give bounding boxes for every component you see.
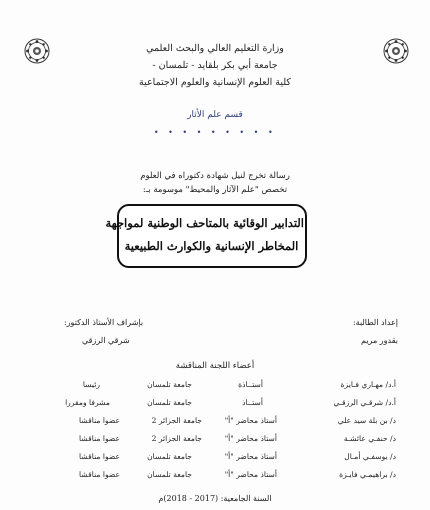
thesis-specialty: تخصص "علم الآثار والمحيط" موسومة بـ: [142, 185, 288, 195]
jury-member-institution: جامعة الجزائر 2 [151, 434, 202, 443]
jury-member-role: عضوا مناقشا [79, 416, 120, 425]
jury-member-institution: جامعة تلمسان [147, 380, 192, 389]
jury-member-name: أ.د/ شرقـي الرزقـي [333, 398, 396, 407]
jury-member-name: د/ حنفـي عائشـة [343, 434, 396, 443]
jury-member-rank: أستاذ محاضر "أ" [224, 434, 277, 443]
thesis-title-line-2: المخاطر الإنسانية والكوارث الطبيعية [124, 239, 299, 253]
university-emblem-right-icon [383, 38, 409, 64]
jury-member-role: رئيسا [82, 380, 100, 389]
supervisor-label: بإشراف الأستاذ الدكتور: [64, 318, 144, 327]
jury-member-institution: جامعة تلمسان [147, 452, 192, 461]
department-name: قسم علم الأثار [187, 110, 243, 120]
jury-member-rank: أستاذ محاضر "أ" [224, 470, 277, 479]
jury-member-rank: أستــاذ [242, 398, 263, 407]
jury-member-rank: أستــاذة [238, 380, 263, 389]
supervisor-name: شرقي الرزقي [82, 336, 130, 345]
jury-member-name: أ.د/ مهـاري فـايزة [340, 380, 396, 389]
faculty-name: كلية العلوم الإنسانية والعلوم الاجتماعية [139, 77, 291, 88]
jury-member-rank: أستاذ محاضر "أ" [224, 416, 277, 425]
jury-member-role: عضوا مناقشا [79, 434, 120, 443]
university-emblem-left-icon [24, 38, 50, 64]
ministry-name: وزارة التعليم العالي والبحث العلمي [146, 43, 284, 54]
jury-member-institution: جامعة تلمسان [147, 398, 192, 407]
thesis-title-box [105, 204, 307, 268]
student-name: بقدور مريم [361, 336, 398, 345]
jury-member-role: مشرفا ومقررا [65, 398, 110, 407]
thesis-title-line-1: التدابير الوقائية بالمتاحف الوطنية لمواجهة [105, 216, 304, 230]
jury-member-name: د/ براهيمـي فايـزة [339, 470, 396, 479]
decorative-separator: • • • • • • • • • [153, 128, 277, 137]
jury-member-name: د/ يوسفـي أمـال [344, 452, 396, 461]
jury-member-role: عضوا مناقشا [79, 470, 120, 479]
academic-year: السنة الجامعية: (2017 - 2018)م [158, 494, 272, 503]
student-label: إعداد الطالبة: [352, 318, 398, 327]
jury-member-institution: جامعة تلمسان [147, 470, 192, 479]
jury-heading: أعضاء اللجنة المناقشة [175, 361, 255, 371]
jury-member-name: د/ بن بلة سيد علي [337, 416, 396, 425]
thesis-purpose: رسالة تخرج لنيل شهادة دكتوراه في العلوم [140, 171, 290, 181]
jury-member-rank: أستاذ محاضر "أ" [224, 452, 277, 461]
university-name: جامعة أبي بكر بلقايد - تلمسان - [152, 60, 278, 71]
jury-member-role: عضوا مناقشا [79, 452, 120, 461]
jury-member-institution: جامعة الجزائر 2 [151, 416, 202, 425]
